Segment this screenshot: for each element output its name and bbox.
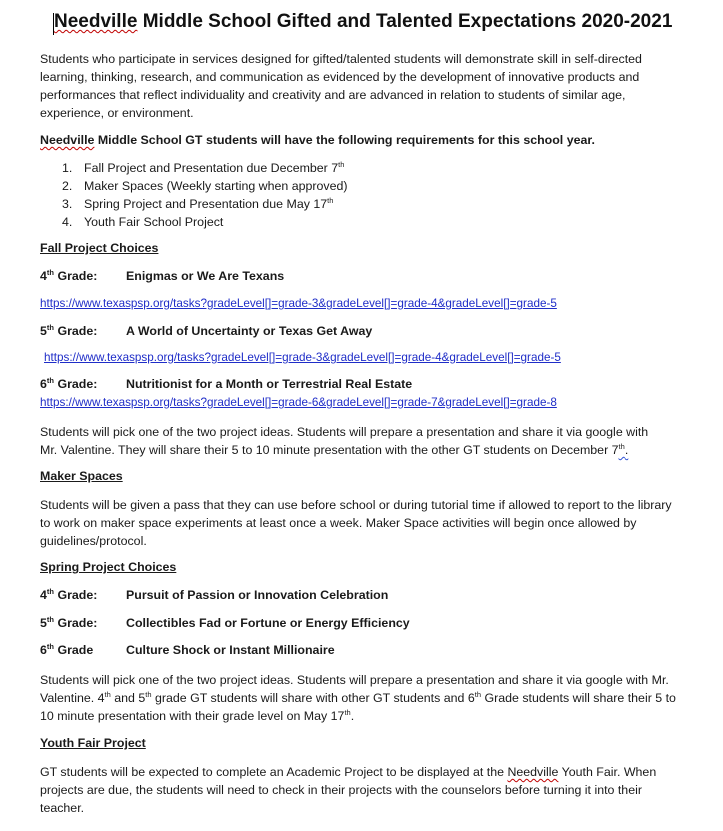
youth-spellcheck-word: Needville — [507, 765, 559, 779]
spring-grade-5 — [40, 616, 97, 630]
fall-project-4: Enigmas or We Are Texans — [126, 269, 285, 283]
fall-project-5: A World of Uncertainty or Texas Get Away — [126, 324, 373, 338]
spring-heading: Spring Project Choices — [40, 560, 177, 574]
grade-label: Grade: — [54, 377, 98, 391]
document-title — [54, 11, 672, 33]
requirements-heading — [40, 131, 680, 149]
spring-note-sup: th — [474, 690, 482, 699]
list-number: 4. — [62, 215, 73, 229]
spring-note-sup: th — [344, 708, 351, 717]
maker-heading: Maker Spaces — [40, 469, 123, 483]
fall-note-suffix — [619, 443, 629, 457]
spring-grade-6 — [40, 643, 93, 657]
requirements-spellcheck-word: Needville — [40, 133, 95, 147]
title-rest: Middle School Gifted and Talented Expectations 2020-2021 — [137, 11, 673, 32]
youth-heading: Youth Fair Project — [40, 736, 146, 750]
spring-note-sup: th — [145, 690, 152, 699]
youth-text-c: Youth Fair. When projects are due, the students will need to check in their projects with the counselors before turning it into their teacher. — [40, 765, 657, 815]
fall-note-line-1: Students will pick one of the two project ideas. Students will prepare a presentation and share it via google with — [40, 425, 649, 439]
list-text: Fall Project and Presentation due December 7 — [84, 161, 339, 175]
fall-grade-4 — [40, 269, 97, 283]
fall-note-end: . — [624, 443, 629, 457]
list-number: 1. — [62, 161, 73, 175]
fall-note-sup: th — [618, 442, 625, 451]
list-item — [62, 177, 348, 195]
spring-note-c: grade GT students will share with other GT students and 6 — [151, 691, 475, 705]
grade-sup: th — [46, 323, 54, 332]
fall-note-line-2 — [40, 441, 628, 459]
list-number: 2. — [62, 179, 73, 193]
fall-project-6: Nutritionist for a Month or Terrestrial Real Estate — [126, 377, 413, 391]
grade-sup: th — [46, 268, 54, 277]
spring-note-sup: th — [104, 690, 111, 699]
list-item — [62, 195, 333, 213]
list-item — [62, 213, 223, 231]
grade-sup: th — [46, 376, 54, 385]
spring-grade-4 — [40, 588, 97, 602]
grade-number: 5 — [40, 324, 47, 338]
spring-note-e: . — [350, 709, 355, 723]
list-number: 3. — [62, 197, 73, 211]
spring-note-paragraph — [40, 671, 680, 725]
grade-number: 6 — [40, 643, 47, 657]
maker-paragraph: Students will be given a pass that they can use before school or during tutorial time if allowed to report to the library to work on maker space experiments at least once a week. Maker Space activities will begin once allowed by guidelines/protocol. — [40, 498, 672, 548]
spring-note-a: Students will pick one of the two project ideas. Students will prepare a presentation and share it via google with Mr. Valentine. 4 — [40, 673, 669, 705]
grade-sup: th — [46, 642, 54, 651]
fall-link-5[interactable]: https://www.texaspsp.org/tasks?gradeLevel[]=grade-3&gradeLevel[]=grade-4&gradeLevel[]=grade-5 — [44, 351, 561, 364]
list-sup: th — [327, 196, 334, 205]
grade-label: Grade: — [54, 269, 98, 283]
fall-link-4[interactable]: https://www.texaspsp.org/tasks?gradeLevel[]=grade-3&gradeLevel[]=grade-4&gradeLevel[]=grade-5 — [40, 297, 557, 310]
grade-label: Grade: — [54, 616, 98, 630]
youth-paragraph — [40, 763, 680, 817]
fall-grade-6 — [40, 377, 97, 391]
spring-project-6: Culture Shock or Instant Millionaire — [126, 643, 335, 657]
grade-number: 6 — [40, 377, 47, 391]
grade-label: Grade: — [54, 324, 98, 338]
grade-number: 4 — [40, 269, 47, 283]
list-text: Spring Project and Presentation due May 17 — [84, 197, 328, 211]
list-text: Maker Spaces (Weekly starting when approved) — [84, 179, 348, 193]
list-text: Youth Fair School Project — [84, 215, 224, 229]
spring-note-d: Grade students will share their 5 to 10 minute presentation with their grade level on May 17 — [40, 691, 676, 723]
intro-paragraph: Students who participate in services designed for gifted/talented students will demonstrate skill in self-directed learning, thinking, research, and communication as evidenced by the development of innovative products and performances that reflect individuality and creativity and are advanced in relation to students of similar age, experience, or environment. — [40, 52, 642, 120]
youth-text-a: GT students will be expected to complete an Academic Project to be displayed at the — [40, 765, 508, 779]
list-sup: th — [338, 160, 345, 169]
requirements-heading-rest: Middle School GT students will have the following requirements for this school year. — [94, 133, 595, 147]
grade-sup: th — [46, 615, 54, 624]
grade-number: 4 — [40, 588, 47, 602]
fall-note-text: Mr. Valentine. They will share their 5 to 10 minute presentation with the other GT students on December 7 — [40, 443, 619, 457]
list-item — [62, 159, 344, 177]
fall-link-6[interactable]: https://www.texaspsp.org/tasks?gradeLevel[]=grade-6&gradeLevel[]=grade-7&gradeLevel[]=grade-8 — [40, 396, 557, 409]
grade-label: Grade: — [54, 588, 98, 602]
fall-grade-5 — [40, 324, 97, 338]
grade-sup: th — [46, 587, 54, 596]
title-spellcheck-word: Needville — [54, 11, 138, 32]
spring-project-4: Pursuit of Passion or Innovation Celebration — [126, 588, 389, 602]
grade-label: Grade — [54, 643, 94, 657]
fall-heading: Fall Project Choices — [40, 241, 159, 255]
grade-number: 5 — [40, 616, 47, 630]
spring-project-5: Collectibles Fad or Fortune or Energy Efficiency — [126, 616, 410, 630]
spring-note-b: and 5 — [110, 691, 146, 705]
